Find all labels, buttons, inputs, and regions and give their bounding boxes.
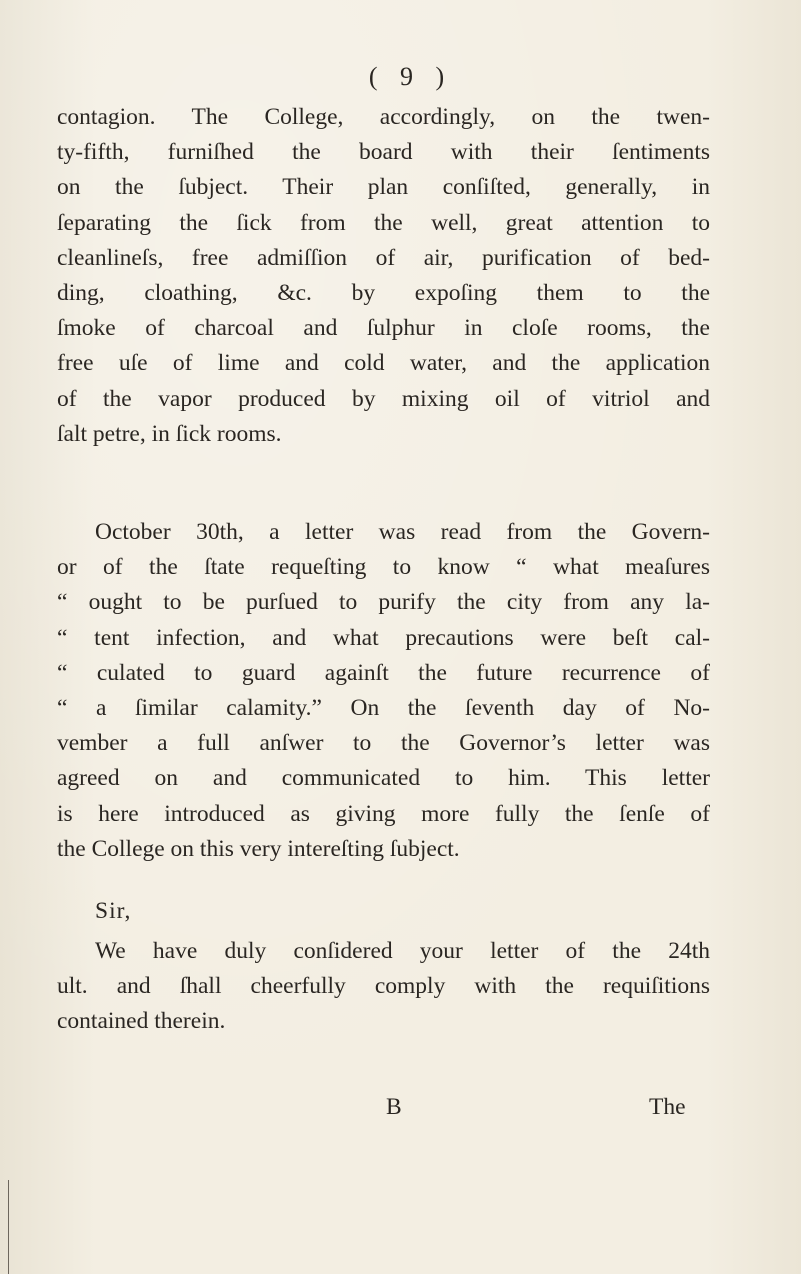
text-line: contained therein. (57, 1008, 226, 1035)
text-line: “ a ſimilar calamity.” On the ſeventh day of No- (57, 695, 710, 722)
signature-mark: B (386, 1094, 402, 1120)
text-line: on the ſubject. Their plan conſiſted, generally, in (57, 174, 710, 201)
page-edge-line (8, 1180, 9, 1274)
text-line: October 30th, a letter was read from the Govern- (95, 519, 710, 545)
text-line: ſmoke of charcoal and ſulphur in cloſe rooms, the (57, 315, 710, 342)
paragraph-governor-letter (57, 515, 710, 867)
text-line: free uſe of lime and cold water, and the application (57, 350, 710, 377)
text-line: is here introduced as giving more fully the ſenſe of (57, 800, 710, 827)
text-line: vember a full anſwer to the Governor’s letter was (57, 730, 710, 757)
text-line: “ culated to guard againſt the future recurrence of (57, 659, 710, 686)
text-line: or of the ſtate requeſting to know “ what meaſures (57, 554, 710, 581)
catchword: The (649, 1094, 686, 1120)
text-line: “ tent infection, and what precautions were beſt cal- (57, 624, 710, 651)
letter-salutation: Sir, (95, 898, 132, 924)
text-line: We have duly conſidered your letter of the 24th (95, 938, 710, 964)
text-line: agreed on and communicated to him. This letter (57, 765, 710, 792)
paragraph-letter-body (57, 934, 710, 1040)
text-line: ding, cloathing, &c. by expoſing them to the (57, 280, 710, 307)
text-line: contagion. The College, accordingly, on the twen- (57, 104, 710, 130)
text-line: “ ought to be purſued to purify the city from any la- (57, 589, 710, 616)
text-line: ſalt petre, in ſick rooms. (57, 420, 282, 447)
text-line: ſeparating the ſick from the well, great attention to (57, 209, 710, 236)
text-line: ty-fifth, furniſhed the board with their ſentiments (57, 139, 710, 166)
text-line: ult. and ſhall cheerfully comply with the requiſitions (57, 973, 710, 1000)
text-line: the College on this very intereſting ſubject. (57, 835, 460, 862)
text-line: of the vapor produced by mixing oil of vitriol and (57, 385, 710, 412)
page-number: ( 9 ) (368, 62, 453, 91)
text-line: cleanlineſs, free admiſſion of air, purification of bed- (57, 244, 710, 271)
paragraph-college-plan (57, 100, 710, 452)
